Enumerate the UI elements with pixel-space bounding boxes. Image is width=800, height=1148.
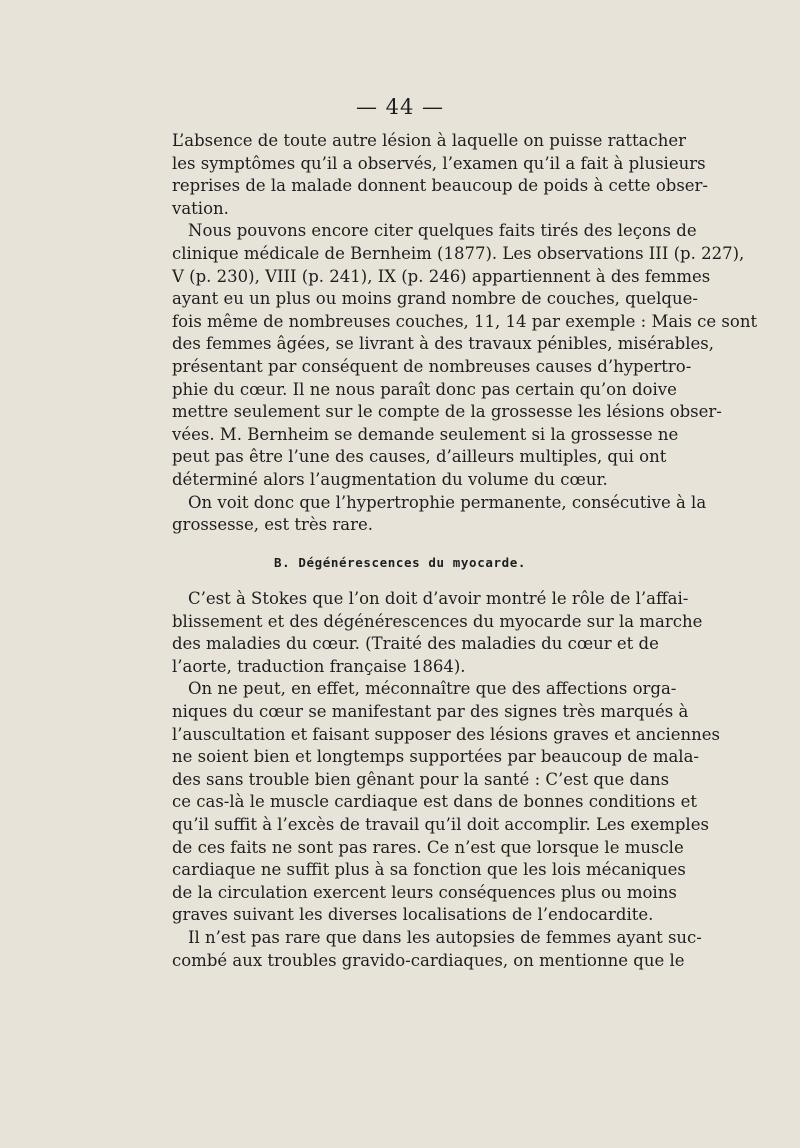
text-line: ce cas-là le muscle cardiaque est dans de bonnes conditions et [172, 792, 697, 812]
text-line: Nous pouvons encore citer quelques faits tirés des leçons de [188, 221, 697, 241]
page-number: — 44 — [355, 95, 445, 119]
text-line: Il n’est pas rare que dans les autopsies de femmes ayant suc- [188, 927, 702, 947]
text-line: V (p. 230), VIII (p. 241), IX (p. 246) appartiennent à des femmes [172, 266, 711, 286]
text-line: des sans trouble bien gênant pour la santé : C’est que dans [172, 769, 670, 789]
text-line: de ces faits ne sont pas rares. Ce n’est que lorsque le muscle [172, 837, 684, 857]
text-line: vées. M. Bernheim se demande seulement si la grossesse ne [172, 424, 679, 444]
text-line: déterminé alors l’augmentation du volume du cœur. [172, 469, 608, 489]
text-line: présentant par conséquent de nombreuses causes d’hypertro- [172, 356, 692, 376]
text-line: des femmes âgées, se livrant à des travaux pénibles, misérables, [172, 334, 714, 354]
text-line: combé aux troubles gravido-cardiaques, on mentionne que le [172, 950, 685, 970]
text-line: vation. [172, 198, 229, 218]
text-line: On ne peut, en effet, méconnaître que des affections orga- [188, 679, 677, 699]
text-line: graves suivant les diverses localisations de l’endocardite. [172, 905, 654, 925]
text-line: On voit donc que l’hypertrophie permanente, consécutive à la [188, 492, 707, 512]
text-line: fois même de nombreuses couches, 11, 14 par exemple : Mais ce sont [172, 311, 758, 331]
text-line: blissement et des dégénérescences du myocarde sur la marche [172, 611, 703, 631]
text-line: qu’il suffit à l’excès de travail qu’il doit accomplir. Les exemples [172, 814, 709, 834]
text-line: grossesse, est très rare. [172, 515, 373, 535]
text-block-lower [172, 588, 721, 972]
text-line: reprises de la malade donnent beaucoup de poids à cette obser- [172, 176, 709, 196]
text-line: L’absence de toute autre lésion à laquelle on puisse rattacher [172, 131, 687, 150]
text-line: C’est à Stokes que l’on doit d’avoir montré le rôle de l’affai- [188, 589, 689, 608]
text-line: peut pas être l’une des causes, d’ailleurs multiples, qui ont [172, 447, 667, 467]
text-line: l’aorte, traduction française 1864). [172, 656, 466, 676]
text-line: cardiaque ne suffit plus à sa fonction que les lois mécaniques [172, 860, 686, 880]
text-line: ayant eu un plus ou moins grand nombre de couches, quelque- [172, 289, 698, 309]
text-line: niques du cœur se manifestant par des signes très marqués à [172, 701, 689, 721]
section-heading: B. Dégénérescences du myocarde. [274, 555, 526, 570]
text-line: de la circulation exercent leurs conséquences plus ou moins [172, 882, 677, 902]
text-line: les symptômes qu’il a observés, l’examen qu’il a fait à plusieurs [172, 153, 706, 173]
text-line: phie du cœur. Il ne nous paraît donc pas certain qu’on doive [172, 379, 677, 399]
text-line: clinique médicale de Bernheim (1877). Les observations III (p. 227), [172, 243, 745, 263]
text-line: l’auscultation et faisant supposer des lésions graves et anciennes [172, 724, 721, 744]
text-line: des maladies du cœur. (Traité des maladies du cœur et de [172, 634, 659, 654]
text-line: mettre seulement sur le compte de la grossesse les lésions obser- [172, 402, 722, 422]
text-line: ne soient bien et longtemps supportées par beaucoup de mala- [172, 747, 700, 767]
text-block-upper [172, 130, 758, 537]
